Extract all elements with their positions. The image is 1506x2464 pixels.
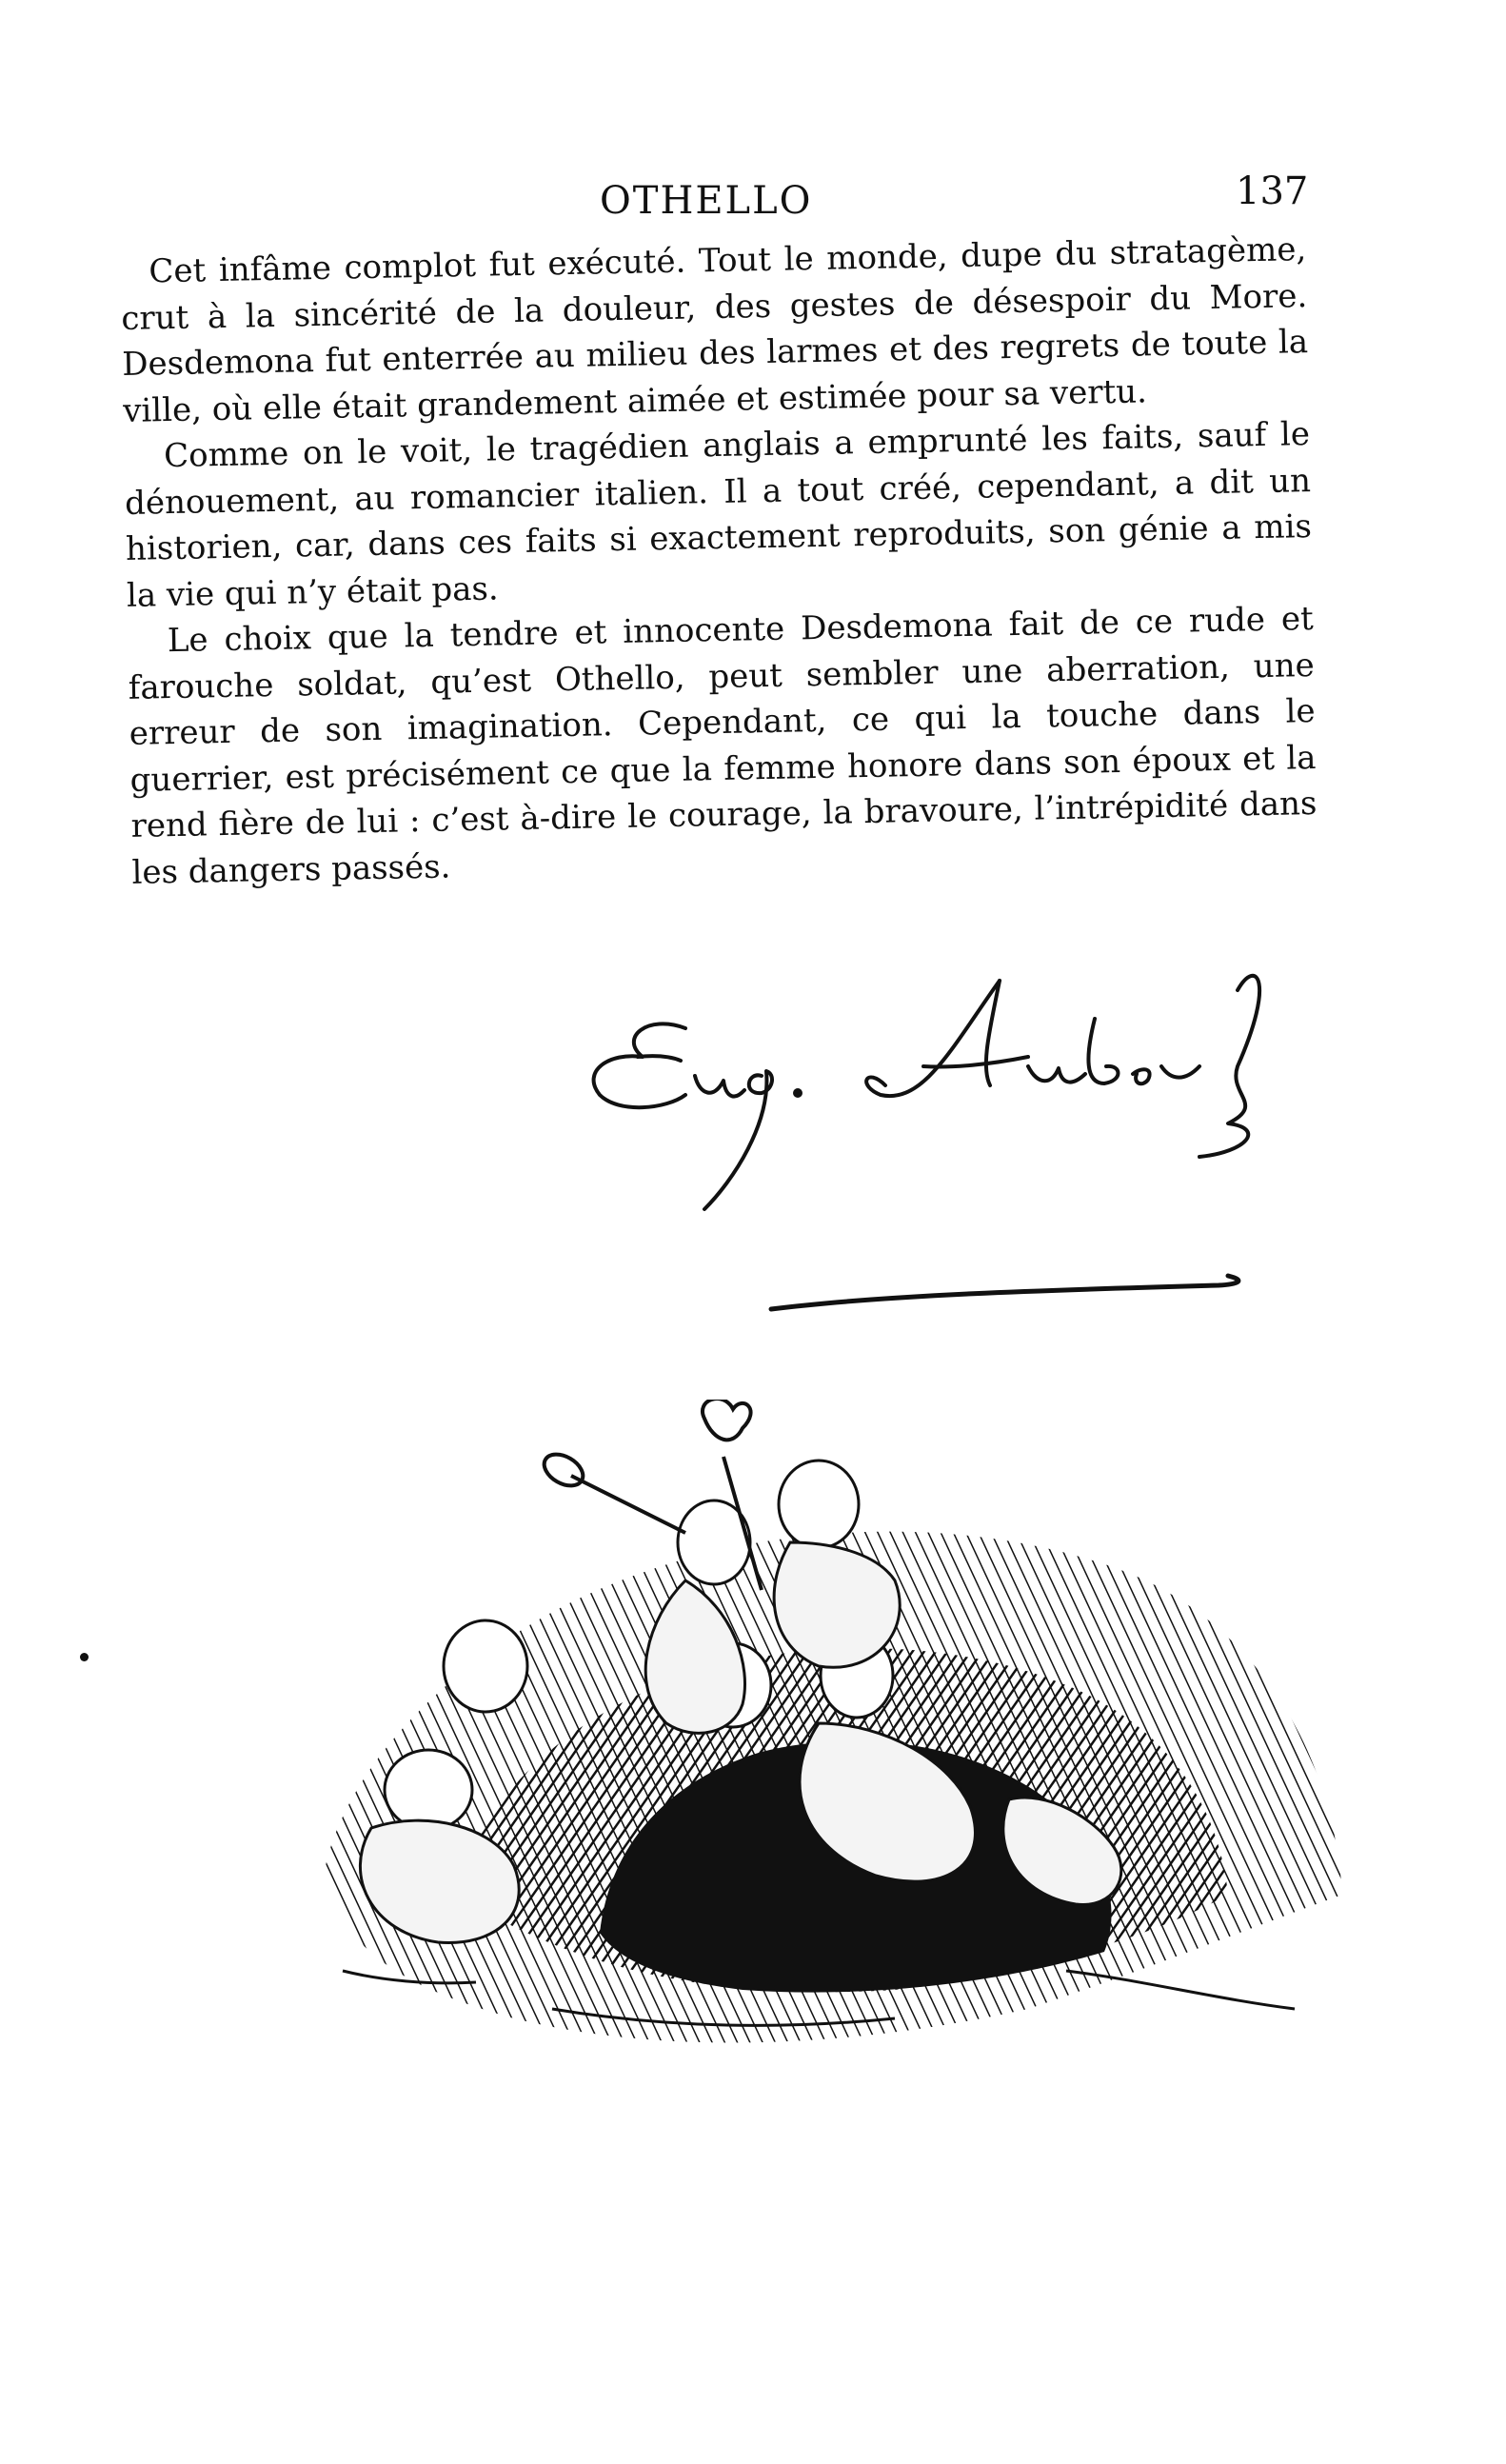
body-text bbox=[120, 227, 1318, 896]
ink-speck bbox=[80, 1653, 89, 1661]
handwritten-signature bbox=[476, 962, 1295, 1323]
running-head bbox=[0, 169, 1506, 227]
cherubs-vignette bbox=[286, 1400, 1371, 2085]
page-number: 137 bbox=[1236, 169, 1309, 213]
paragraph-3: Le choix que la tendre et innocente Desdemona fait de ce rude et farouche soldat, qu’est Othello, peut sembler une aberration, une erreur de son imagination. Cependant, ce qui la touche dans le guerrier, est précisément ce que la femme honore dans son époux et la rend fière de lui : c’est à-dire le courage, la bravoure, l’intrépidité dans les dangers passés. bbox=[128, 600, 1318, 892]
paragraph-2: Comme on le voit, le tragédien anglais a emprunté les faits, sauf le dénouement, au romancier italien. Il a tout créé, cependant, a dit un historien, car, dans ces faits si exactement reproduits, son génie a mis la vie qui n’y était pas. bbox=[124, 415, 1313, 615]
paragraph-1: Cet infâme complot fut exécuté. Tout le monde, dupe du stratagème, crut à la sincérité de la douleur, des gestes de désespoir du More. Desdemona fut enterrée au milieu des larmes et des regrets de toute la ville, où elle était grandement aimée et estimée pour sa vertu. bbox=[121, 230, 1309, 430]
running-title: OTHELLO bbox=[600, 179, 813, 223]
